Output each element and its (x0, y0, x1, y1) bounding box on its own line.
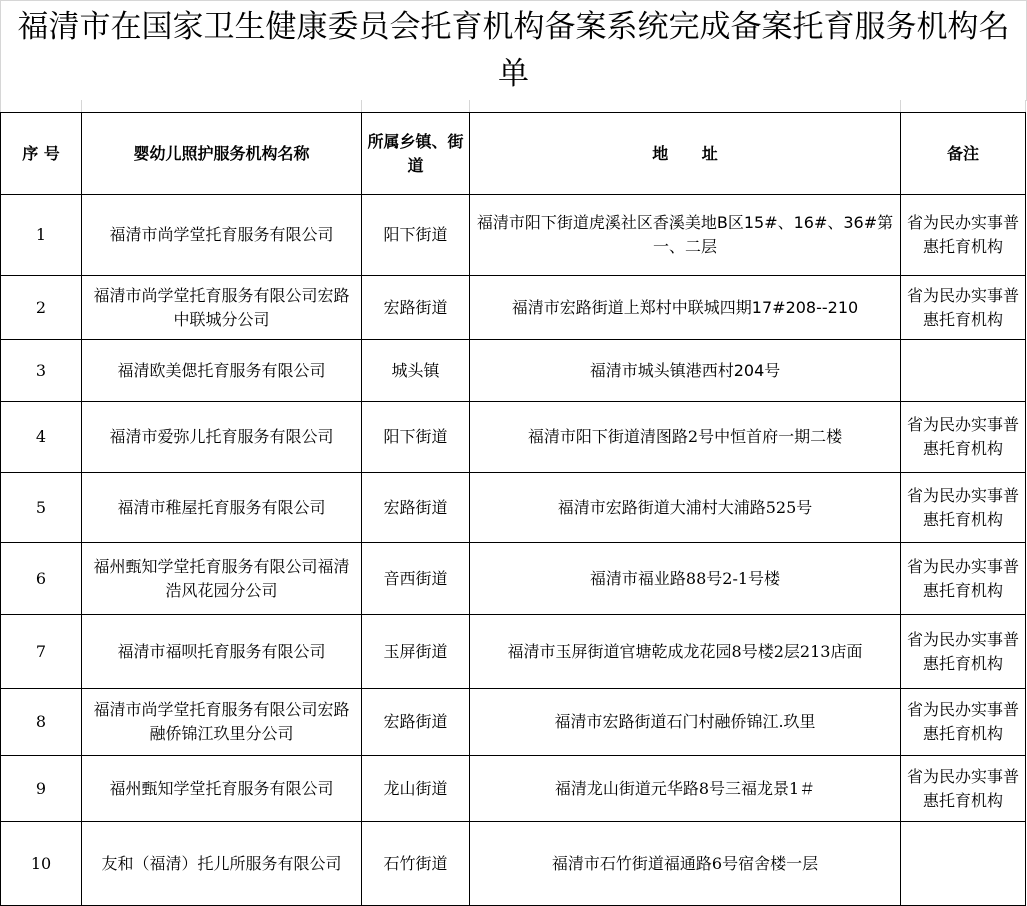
row-town: 音西街道 (362, 543, 470, 615)
row-institution-name: 福清市尚学堂托育服务有限公司 (82, 195, 362, 276)
row-town: 石竹街道 (362, 822, 470, 906)
row-address: 福清市城头镇港西村204号 (470, 340, 901, 402)
row-address: 福清市石竹街道福通路6号宿舍楼一层 (470, 822, 901, 906)
gridline (1025, 100, 1026, 112)
row-institution-name: 福清市福呗托育服务有限公司 (82, 615, 362, 689)
row-institution-name: 友和（福清）托儿所服务有限公司 (82, 822, 362, 906)
spacer-row (0, 100, 1027, 112)
header-index: 序 号 (1, 113, 82, 195)
row-note: 省为民办实事普惠托育机构 (901, 756, 1026, 822)
row-address: 福清市宏路街道大浦村大浦路525号 (470, 473, 901, 543)
row-index: 7 (1, 615, 82, 689)
row-index: 9 (1, 756, 82, 822)
row-note (901, 340, 1026, 402)
table-row (1, 276, 1026, 340)
row-note: 省为民办实事普惠托育机构 (901, 402, 1026, 473)
row-note: 省为民办实事普惠托育机构 (901, 689, 1026, 756)
row-index: 4 (1, 402, 82, 473)
row-address: 福清市宏路街道石门村融侨锦江.玖里 (470, 689, 901, 756)
table-row (1, 615, 1026, 689)
row-town: 玉屏街道 (362, 615, 470, 689)
institution-table (0, 112, 1026, 906)
table-row (1, 195, 1026, 276)
table-row (1, 822, 1026, 906)
row-town: 阳下街道 (362, 195, 470, 276)
row-note: 省为民办实事普惠托育机构 (901, 543, 1026, 615)
gridline (469, 100, 470, 112)
row-institution-name: 福州甄知学堂托育服务有限公司福清浩风花园分公司 (82, 543, 362, 615)
table-row (1, 473, 1026, 543)
row-index: 6 (1, 543, 82, 615)
row-town: 宏路街道 (362, 473, 470, 543)
header-town: 所属乡镇、街道 (362, 113, 470, 195)
row-index: 10 (1, 822, 82, 906)
row-note (901, 822, 1026, 906)
row-town: 龙山街道 (362, 756, 470, 822)
row-index: 8 (1, 689, 82, 756)
header-note: 备注 (901, 113, 1026, 195)
row-town: 阳下街道 (362, 402, 470, 473)
row-note: 省为民办实事普惠托育机构 (901, 276, 1026, 340)
row-address: 福清市玉屏街道官塘乾成龙花园8号楼2层213店面 (470, 615, 901, 689)
table-row (1, 543, 1026, 615)
row-index: 1 (1, 195, 82, 276)
row-index: 3 (1, 340, 82, 402)
header-name: 婴幼儿照护服务机构名称 (82, 113, 362, 195)
gridline (900, 100, 901, 112)
row-institution-name: 福清市尚学堂托育服务有限公司宏路中联城分公司 (82, 276, 362, 340)
row-note: 省为民办实事普惠托育机构 (901, 615, 1026, 689)
row-index: 2 (1, 276, 82, 340)
header-address: 地 址 (470, 113, 901, 195)
row-town: 城头镇 (362, 340, 470, 402)
row-address: 福清龙山街道元华路8号三福龙景1＃ (470, 756, 901, 822)
table-row (1, 340, 1026, 402)
row-institution-name: 福州甄知学堂托育服务有限公司 (82, 756, 362, 822)
row-address: 福清市宏路街道上郑村中联城四期17#208--210 (470, 276, 901, 340)
row-note: 省为民办实事普惠托育机构 (901, 473, 1026, 543)
title-cell (0, 0, 1027, 101)
gridline (0, 100, 1, 112)
row-institution-name: 福清欧美偲托育服务有限公司 (82, 340, 362, 402)
row-address: 福清市阳下街道清图路2号中恒首府一期二楼 (470, 402, 901, 473)
table-row (1, 402, 1026, 473)
row-institution-name: 福清市爱弥儿托育服务有限公司 (82, 402, 362, 473)
row-address: 福清市福业路88号2-1号楼 (470, 543, 901, 615)
row-address: 福清市阳下街道虎溪社区香溪美地B区15#、16#、36#第一、二层 (470, 195, 901, 276)
row-town: 宏路街道 (362, 276, 470, 340)
table-header-row (1, 113, 1026, 195)
row-institution-name: 福清市稚屋托育服务有限公司 (82, 473, 362, 543)
row-note: 省为民办实事普惠托育机构 (901, 195, 1026, 276)
table-row (1, 756, 1026, 822)
row-town: 宏路街道 (362, 689, 470, 756)
table-row (1, 689, 1026, 756)
row-index: 5 (1, 473, 82, 543)
page-title: 福清市在国家卫生健康委员会托育机构备案系统完成备案托育服务机构名单 (17, 9, 1010, 92)
gridline (361, 100, 362, 112)
gridline (81, 100, 82, 112)
row-institution-name: 福清市尚学堂托育服务有限公司宏路融侨锦江玖里分公司 (82, 689, 362, 756)
